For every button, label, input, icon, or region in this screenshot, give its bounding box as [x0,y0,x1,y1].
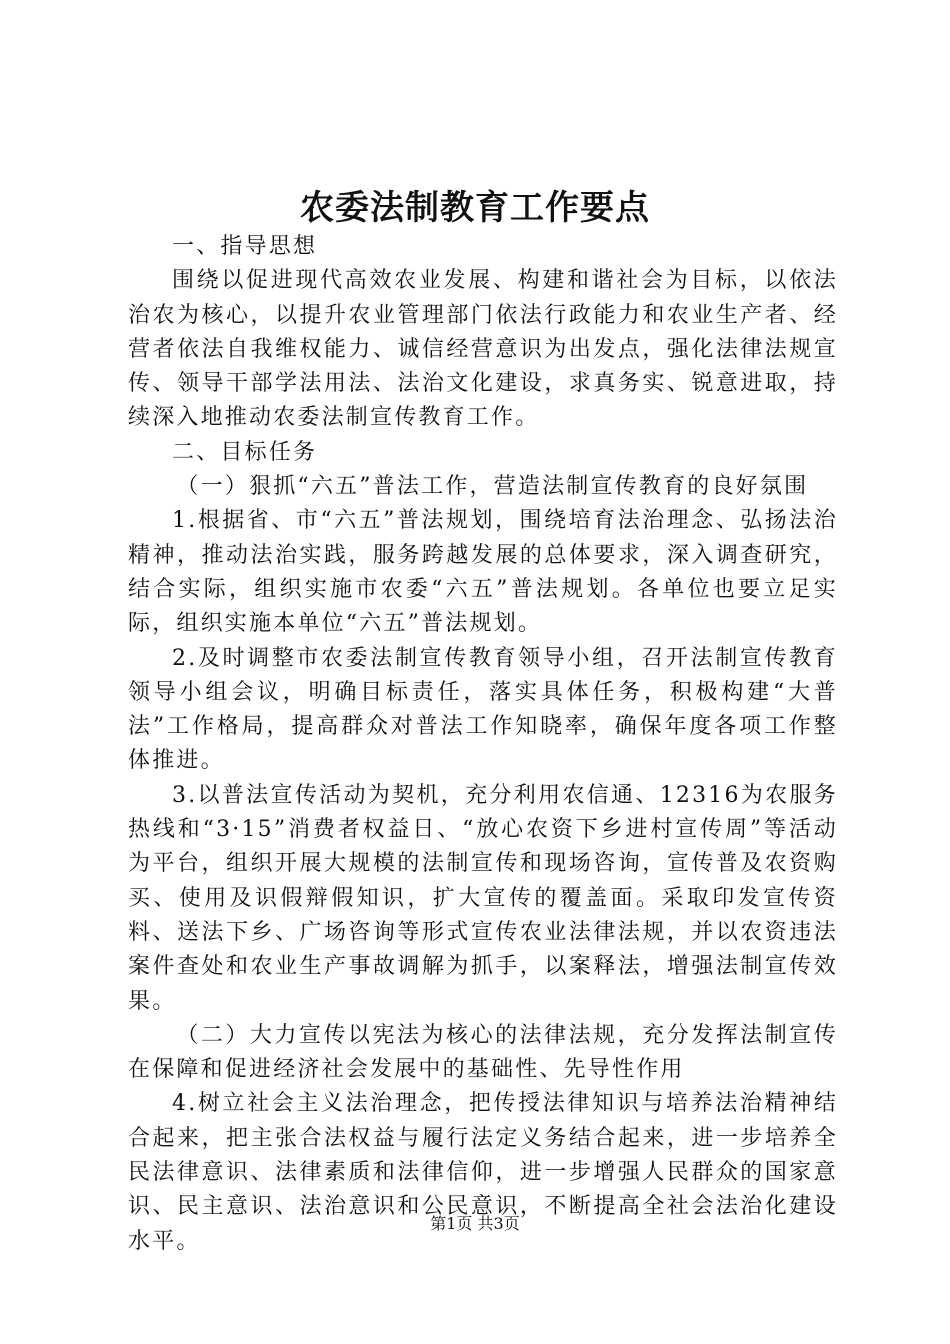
paragraph-item-3: 3.以普法宣传活动为契机，充分利用农信通、12316为农服务热线和“3·15”消费者权益日、“放心农资下乡进村宣传周”等活动为平台，组织开展大规模的法制宣传和现场咨询，宣传普及农资购买、使用及识假辩假知识，扩大宣传的覆盖面。采取印发宣传资料、送法下乡、广场咨询等形式宣传农业法律法规，并以农资违法案件查处和农业生产事故调解为抓手，以案释法，增强法制宣传效果。 [128,782,838,1014]
section-heading-guiding-ideology: 一、指导思想 [172,234,318,259]
paragraph-item-2: 2.及时调整市农委法制宣传教育领导小组，召开法制宣传教育领导小组会议，明确目标责任，落实具体任务，积极构建“大普法”工作格局，提高群众对普法工作知晓率，确保年度各项工作整体推进。 [128,645,838,774]
paragraph-item-4: 4.树立社会主义法治理念，把传授法律知识与培养法治精神结合起来，把主张合法权益与履行法定义务结合起来，进一步培养全民法律意识、法律素质和法律信仰，进一步增强人民群众的国家意识、民主意识、法治意识和公民意识，不断提高全社会法治化建设水平。 [128,1091,838,1254]
subsection-heading-2: （二）大力宣传以宪法为核心的法律法规，充分发挥法制宣传在保障和促进经济社会发展中的基础性、先导性作用 [128,1022,838,1083]
page-number-footer: 第1页 共3页 [430,1214,520,1233]
subsection-heading-1: （一）狠抓“六五”普法工作，营造法制宣传教育的良好氛围 [176,474,809,500]
paragraph-guiding-ideology: 围绕以促进现代高效农业发展、构建和谐社会为目标，以依法治农为核心，以提升农业管理部门依法行政能力和农业生产者、经营者依法自我维权能力、诚信经营意识为出发点，强化法律法规宣传、领导干部学法用法、法治文化建设，求真务实、锐意进取，持续深入地推动农委法制宣传教育工作。 [128,268,838,431]
section-heading-goals-tasks: 二、目标任务 [172,439,318,465]
document-body [128,230,838,1259]
paragraph-item-1: 1.根据省、市“六五”普法规划，围绕培育法治理念、弘扬法治精神，推动法治实践，服务跨越发展的总体要求，深入调查研究，结合实际，组织实施市农委“六五”普法规划。各单位也要立足实际，组织实施本单位“六五”普法规划。 [128,508,838,637]
document-title: 农委法制教育工作要点 [300,188,650,228]
